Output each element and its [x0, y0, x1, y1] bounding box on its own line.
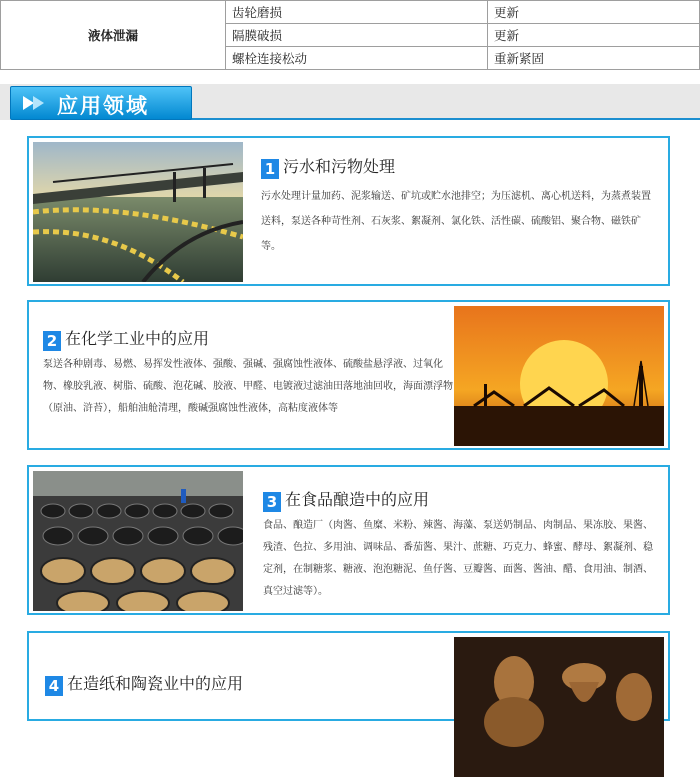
application-heading — [45, 671, 243, 696]
fault-cause: 隔膜破损 — [226, 24, 488, 47]
ceramics-figurines-photo — [454, 637, 664, 777]
brewery-jars-photo — [33, 471, 243, 611]
fault-cause: 齿轮磨损 — [226, 1, 488, 24]
number-badge: 4 — [45, 676, 63, 696]
arrow-icon — [33, 96, 44, 110]
fault-table — [0, 0, 700, 70]
application-card-paper-ceramics — [27, 631, 670, 721]
table-row — [1, 1, 700, 24]
section-title: 应用领域 — [57, 94, 149, 118]
number-badge: 2 — [43, 331, 61, 351]
application-title: 在化学工业中的应用 — [65, 329, 210, 348]
fault-remedy: 重新紧固 — [488, 47, 700, 70]
application-heading — [261, 154, 395, 179]
banner-tab — [10, 86, 192, 120]
application-text: 食品、酿造厂（肉酱、鱼糜、米粉、辣酱、海藻、泵送奶制品、肉制品、果冻胶、果酱、残渣、色拉、多用油、调味品、番茄酱、果汁、蔗糖、巧克力、蜂蜜、酵母、絮凝剂、稳定剂，在制糖浆、糖液、泡泡糖泥、鱼仔酱、豆瓣酱、面酱、酱油、醋、食用油、制酒、真空过滤等）。 — [263, 520, 653, 597]
fault-remedy: 更新 — [488, 1, 700, 24]
application-title: 在食品酿造中的应用 — [285, 490, 430, 509]
application-text: 污水处理计量加药、泥浆输送、矿坑或贮水池排空；为压滤机、离心机送料，为蒸煮装置送料，泵送各种苛性剂、石灰浆、絮凝剂、氯化铁、活性碳、硫酸铝、聚合物、磁铁矿等。 — [261, 191, 651, 252]
fault-category: 液体泄漏 — [1, 1, 226, 70]
number-badge: 3 — [263, 492, 281, 512]
fault-remedy: 更新 — [488, 24, 700, 47]
application-heading — [263, 487, 429, 512]
application-title: 在造纸和陶瓷业中的应用 — [67, 674, 244, 693]
application-title: 污水和污物处理 — [283, 157, 396, 176]
sewage-plant-photo — [33, 142, 243, 282]
application-card-sewage — [27, 136, 670, 286]
section-banner — [0, 80, 700, 124]
oilfield-sunset-photo — [454, 306, 664, 446]
application-card-chemical — [27, 300, 670, 450]
application-heading — [43, 326, 209, 351]
fault-cause: 螺栓连接松动 — [226, 47, 488, 70]
banner-rule — [190, 118, 700, 120]
application-text: 泵送各种剧毒、易燃、易挥发性液体、强酸、强碱、强腐蚀性液体、硫酸盐悬浮液、过氧化物、橡胶乳液、树脂、硫酸、泡花碱、胶液、甲醛、电镀液过滤油田落地油回收，海面漂浮物（原油、浒苔），船舶油舱清理，酸碱强腐蚀性液体，高粘度液体等 — [43, 359, 453, 414]
application-card-food — [27, 465, 670, 615]
number-badge: 1 — [261, 159, 279, 179]
